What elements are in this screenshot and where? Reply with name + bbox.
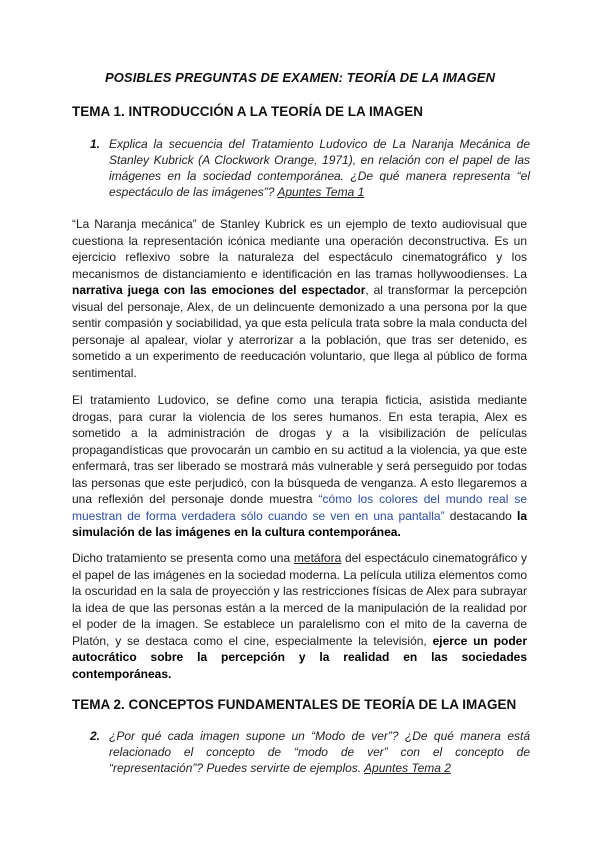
paragraph-underlined-text: metáfora bbox=[293, 551, 342, 565]
document-title: POSIBLES PREGUNTAS DE EXAMEN: TEORÍA DE LA IMAGEN bbox=[104, 70, 496, 85]
question-text-block bbox=[109, 728, 530, 776]
question-number: 2. bbox=[90, 729, 101, 743]
tema-1-heading: TEMA 1. INTRODUCCIÓN A LA TEORÍA DE LA IMAGEN bbox=[72, 104, 423, 119]
paragraph-bold-text: narrativa juega con las emociones del espectador bbox=[72, 283, 366, 297]
question-reference-link[interactable]: Apuntes Tema 2 bbox=[364, 761, 451, 775]
question-text-block bbox=[109, 136, 530, 200]
question-1 bbox=[90, 136, 530, 200]
paragraph-bold-text: ejerce un poder autocrático sobre la percepción y la realidad en las sociedades contemporáneas. bbox=[72, 633, 527, 681]
paragraph-bold-text: la simulación de las imágenes en la cultura contemporánea. bbox=[72, 508, 527, 539]
question-number: 1. bbox=[90, 137, 101, 151]
paragraph-text: El tratamiento Ludovico, se define como una terapia ficticia, asistida mediante drogas, para curar la violencia de los seres humanos. En esta terapia, Alex es sometido a la administración de drogas y a la visibilización de películas propagandísticas que provocarán un cambio en su actitud a la violencia, ya que este enfermará, tras ser liberado se mostrará más vulnerable y será perseguido por todas las personas que este perjudicó, con la búsqueda de venganza. A esto llegaremos a una reflexión del personaje donde muestra bbox=[72, 393, 527, 506]
paragraph-text: “La Naranja mecánica” de Stanley Kubrick es un ejemplo de texto audiovisual que cuestiona la representación icónica mediante una operación deconstructiva. Es un ejercicio reflexivo sobre la naturaleza del espectáculo cinematográfico y los mecanismos de distanciamiento e identificación en las tramas hollywoodienses. La bbox=[72, 217, 527, 281]
paragraph-text: destacando bbox=[444, 508, 517, 523]
paragraph-text: , al transformar la percepción visual del personaje, Alex, de un delincuente demonizado a una persona por la que sentir compasión y sociabilidad, ya que esta película trata sobre la mala conducta del personaje al apalear, violar y aterrorizar a la población, que tras ser detenido, es sometido a un experimento de reeducación voluntario, que llega al público de forma sentimental. bbox=[72, 283, 528, 380]
paragraph-1 bbox=[72, 216, 527, 381]
paragraph-3 bbox=[72, 550, 527, 682]
paragraph-2 bbox=[72, 392, 527, 541]
question-text: ¿Por qué cada imagen supone un “Modo de ver”? ¿De qué manera está relacionado el concepto de “modo de ver” con el concepto de “representación”? Puedes servirte de ejemplos. bbox=[109, 729, 530, 775]
question-reference-link[interactable]: Apuntes Tema 1 bbox=[277, 185, 365, 199]
paragraph-text: Dicho tratamiento se presenta como una bbox=[72, 551, 294, 565]
question-text: Explica la secuencia del Tratamiento Ludovico de La Naranja Mecánica de Stanley Kubrick (A Clockwork Orange, 1971), en relación con el papel de las imágenes en la sociedad contemporánea. ¿De qué manera representa “el espectáculo de las imágenes”? bbox=[109, 137, 530, 199]
question-2 bbox=[90, 728, 530, 776]
tema-2-heading: TEMA 2. CONCEPTOS FUNDAMENTALES DE TEORÍA DE LA IMAGEN bbox=[72, 697, 517, 712]
paragraph-text: del espectáculo cinematográfico y el papel de las imágenes en la sociedad moderna. La película utiliza elementos como la oscuridad en la sala de proyección y las restricciones físicas de Alex para subrayar la idea de que las personas están a la merced de la manipulación de la realidad por el poder de la imagen. Se establece un paralelismo con el mito de la caverna de Platón, y se destaca como el cine, especialmente la televisión, bbox=[72, 551, 527, 648]
paragraph-quote: “cómo los colores del mundo real se muestran de forma verdadera sólo cuando se ven en una pantalla” bbox=[72, 492, 527, 523]
